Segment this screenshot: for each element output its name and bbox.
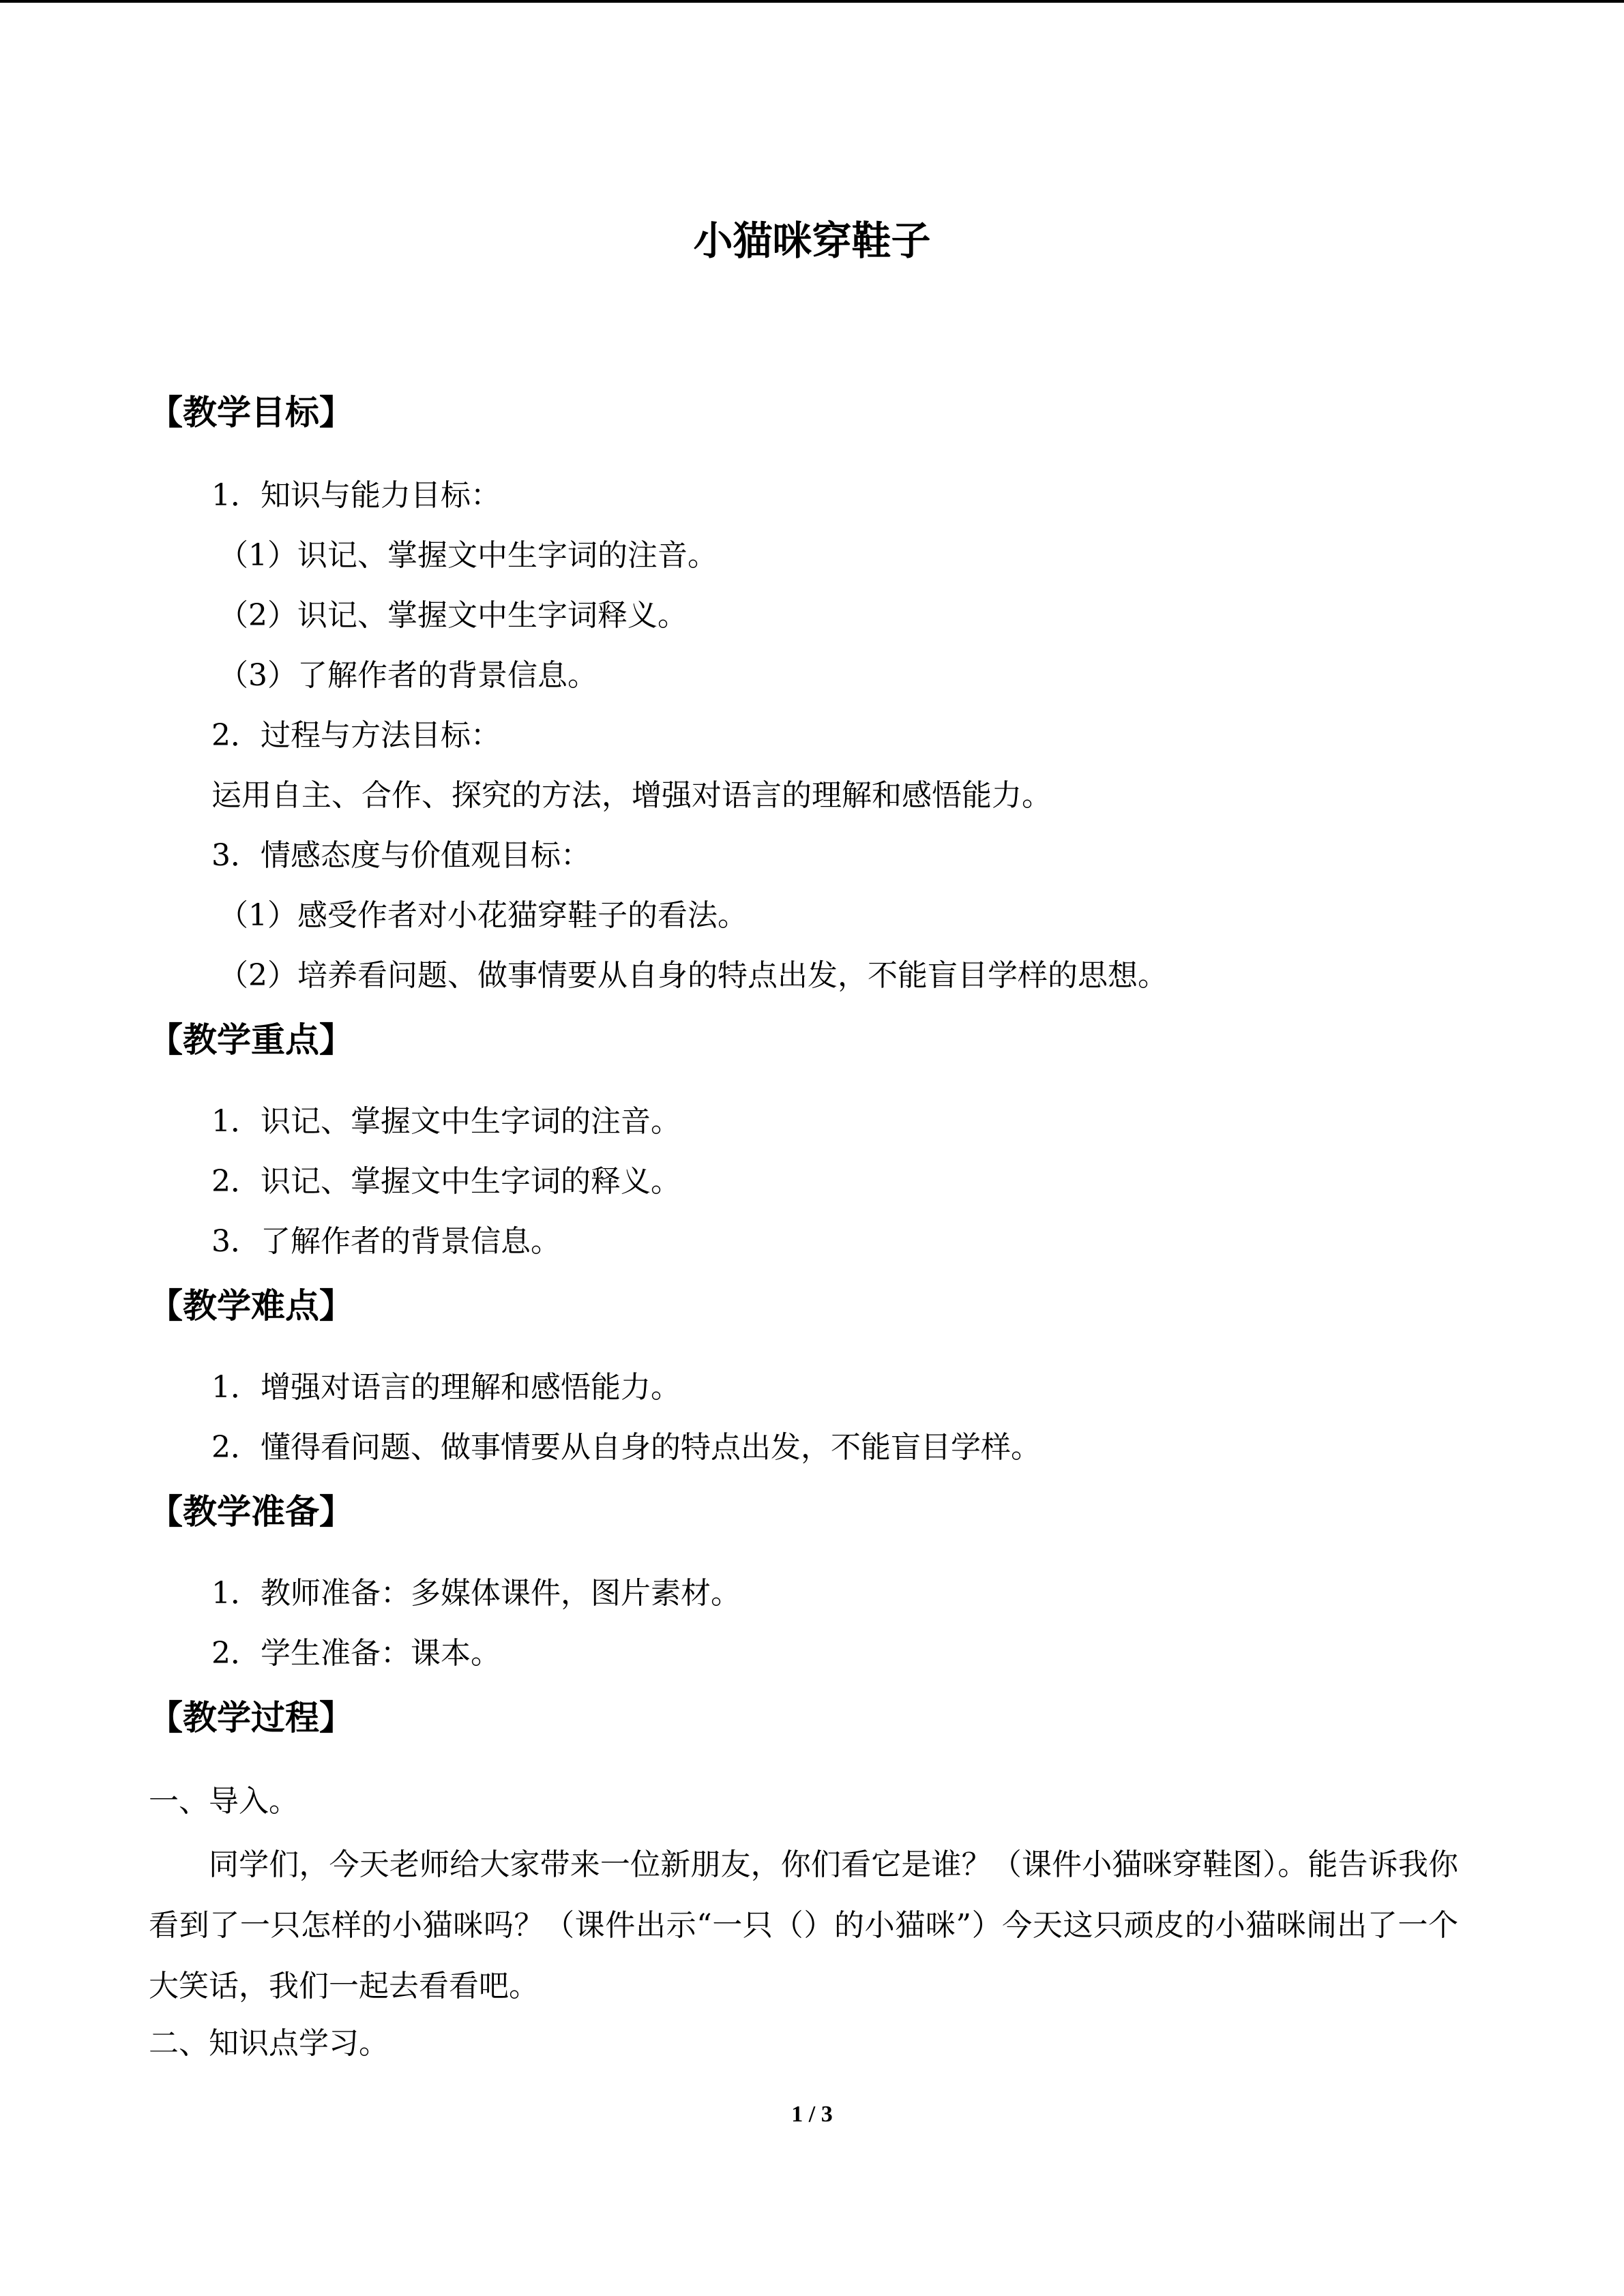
preparation-line: 2．学生准备：课本。 — [211, 1636, 501, 1671]
heading-preparation: 【教学准备】 — [149, 1492, 353, 1532]
goal-line: 运用自主、合作、探究的方法，增强对语言的理解和感悟能力。 — [211, 778, 1052, 813]
difficulty-line: 1．增强对语言的理解和感悟能力。 — [211, 1370, 681, 1405]
difficulty-line: 2．懂得看问题、做事情要从自身的特点出发，不能盲目学样。 — [211, 1430, 1041, 1465]
key-point-line: 1．识记、掌握文中生字词的注音。 — [211, 1104, 681, 1139]
page-top-border — [0, 0, 1624, 3]
document-title: 小猫咪穿鞋子 — [693, 218, 931, 264]
heading-key-points: 【教学重点】 — [149, 1020, 353, 1060]
page-number: 1 / 3 — [791, 2102, 833, 2127]
goal-line: （3）了解作者的背景信息。 — [218, 658, 597, 693]
goal-line: （2）识记、掌握文中生字词释义。 — [218, 598, 688, 633]
goal-line: 2．过程与方法目标： — [211, 718, 501, 753]
process-step-intro: 一、导入。 — [149, 1784, 299, 1819]
key-point-line: 3．了解作者的背景信息。 — [211, 1224, 561, 1259]
heading-process: 【教学过程】 — [149, 1698, 353, 1738]
goal-line: （2）培养看问题、做事情要从自身的特点出发，不能盲目学样的思想。 — [218, 958, 1168, 993]
key-point-line: 2．识记、掌握文中生字词的释义。 — [211, 1164, 681, 1199]
goal-line: 3．情感态度与价值观目标： — [211, 838, 591, 873]
process-step-knowledge: 二、知识点学习。 — [149, 2026, 389, 2061]
process-paragraph: 同学们，今天老师给大家带来一位新朋友，你们看它是谁？（课件小猫咪穿鞋图）。能告诉我你看到了一只怎样的小猫咪吗？（课件出示“一只（）的小猫咪”）今天这只顽皮的小猫咪闹出了一个大笑话，我们一起去看看吧。 — [149, 1847, 1459, 2003]
goal-line: （1）识记、掌握文中生字词的注音。 — [218, 538, 718, 573]
preparation-line: 1．教师准备：多媒体课件，图片素材。 — [211, 1576, 741, 1611]
heading-teaching-goals: 【教学目标】 — [149, 393, 353, 432]
heading-difficulties: 【教学难点】 — [149, 1286, 353, 1326]
goal-line: 1．知识与能力目标： — [211, 478, 501, 513]
goal-line: （1）感受作者对小花猫穿鞋子的看法。 — [218, 898, 748, 933]
